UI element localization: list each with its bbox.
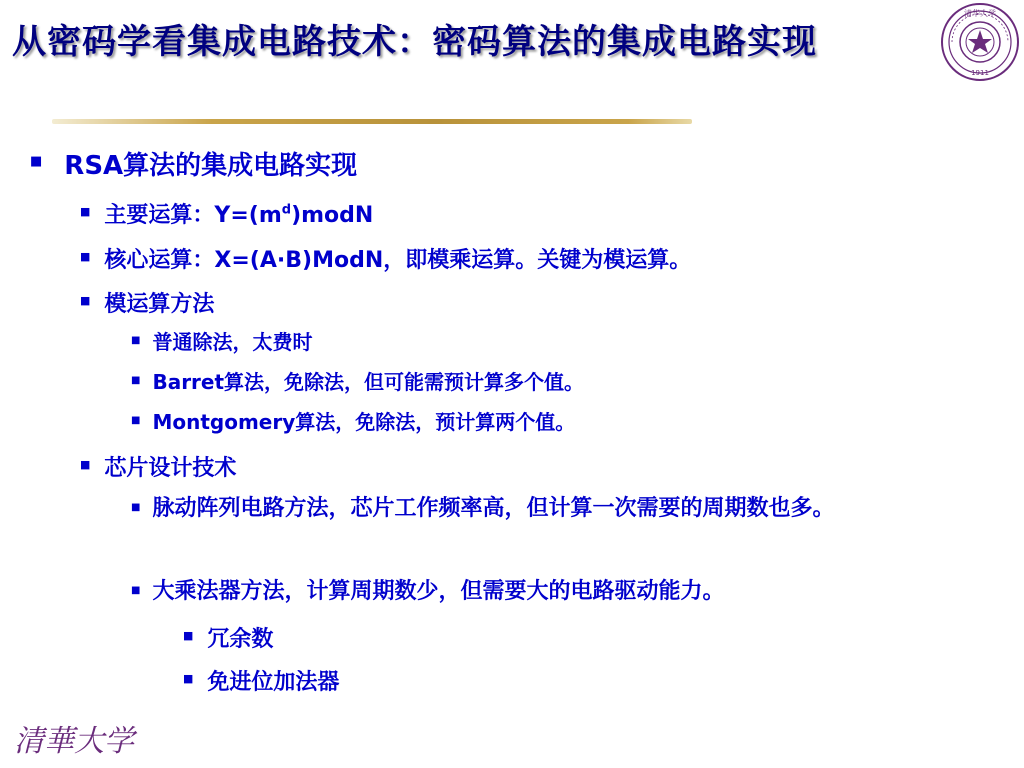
item-text: 普通除法，太费时 bbox=[152, 330, 313, 354]
square-bullet-icon: ■ bbox=[30, 154, 43, 169]
heading-text: RSA算法的集成电路实现 bbox=[64, 151, 358, 181]
list-item bbox=[131, 364, 991, 400]
seal-text: 清华大学 bbox=[964, 9, 996, 18]
square-bullet-icon: ■ bbox=[183, 672, 194, 685]
list-item bbox=[183, 622, 273, 653]
square-bullet-icon: ■ bbox=[80, 294, 91, 307]
tsinghua-calligraphy-logo: 清華大学 bbox=[14, 724, 134, 759]
list-item bbox=[131, 404, 991, 440]
square-bullet-icon: ■ bbox=[131, 502, 141, 513]
list-item bbox=[80, 198, 373, 229]
square-bullet-icon: ■ bbox=[80, 250, 91, 263]
item-text: 免进位加法器 bbox=[207, 670, 340, 695]
square-bullet-icon: ■ bbox=[80, 205, 91, 218]
square-bullet-icon: ■ bbox=[80, 458, 91, 471]
list-item bbox=[131, 574, 991, 610]
item-text: Montgomery算法，免除法，预计算两个值。 bbox=[152, 410, 576, 434]
square-bullet-icon: ■ bbox=[131, 415, 141, 426]
item-text: 大乘法器方法，计算周期数少，但需要大的电路驱动能力。 bbox=[152, 579, 725, 604]
list-item bbox=[183, 665, 339, 696]
list-item bbox=[131, 491, 991, 527]
square-bullet-icon: ■ bbox=[131, 585, 141, 596]
list-item bbox=[80, 451, 236, 482]
heading-item bbox=[30, 145, 357, 182]
item-text: 主要运算：$Y=(m^d)modN$ bbox=[104, 202, 374, 228]
list-item bbox=[80, 287, 214, 318]
seal-year: 1911 bbox=[971, 69, 989, 77]
item-text: Barret算法，免除法，但可能需预计算多个值。 bbox=[152, 370, 585, 394]
tsinghua-seal-icon bbox=[940, 2, 1020, 82]
item-text: 芯片设计技术 bbox=[104, 456, 237, 481]
item-text: 脉动阵列电路方法，芯片工作频率高，但计算一次需要的周期数也多。 bbox=[152, 496, 835, 521]
slide-title: 从密码学看集成电路技术：密码算法的集成电路实现 bbox=[12, 22, 817, 62]
list-item bbox=[131, 324, 991, 360]
item-text: 冗余数 bbox=[207, 627, 274, 652]
item-text: 核心运算：X=(A·B)ModN，即模乘运算。关键为模运算。 bbox=[104, 248, 692, 273]
item-text: 模运算方法 bbox=[104, 292, 215, 317]
list-item bbox=[80, 243, 691, 274]
square-bullet-icon: ■ bbox=[183, 629, 194, 642]
square-bullet-icon: ■ bbox=[131, 335, 141, 346]
square-bullet-icon: ■ bbox=[131, 375, 141, 386]
title-divider bbox=[52, 119, 692, 124]
